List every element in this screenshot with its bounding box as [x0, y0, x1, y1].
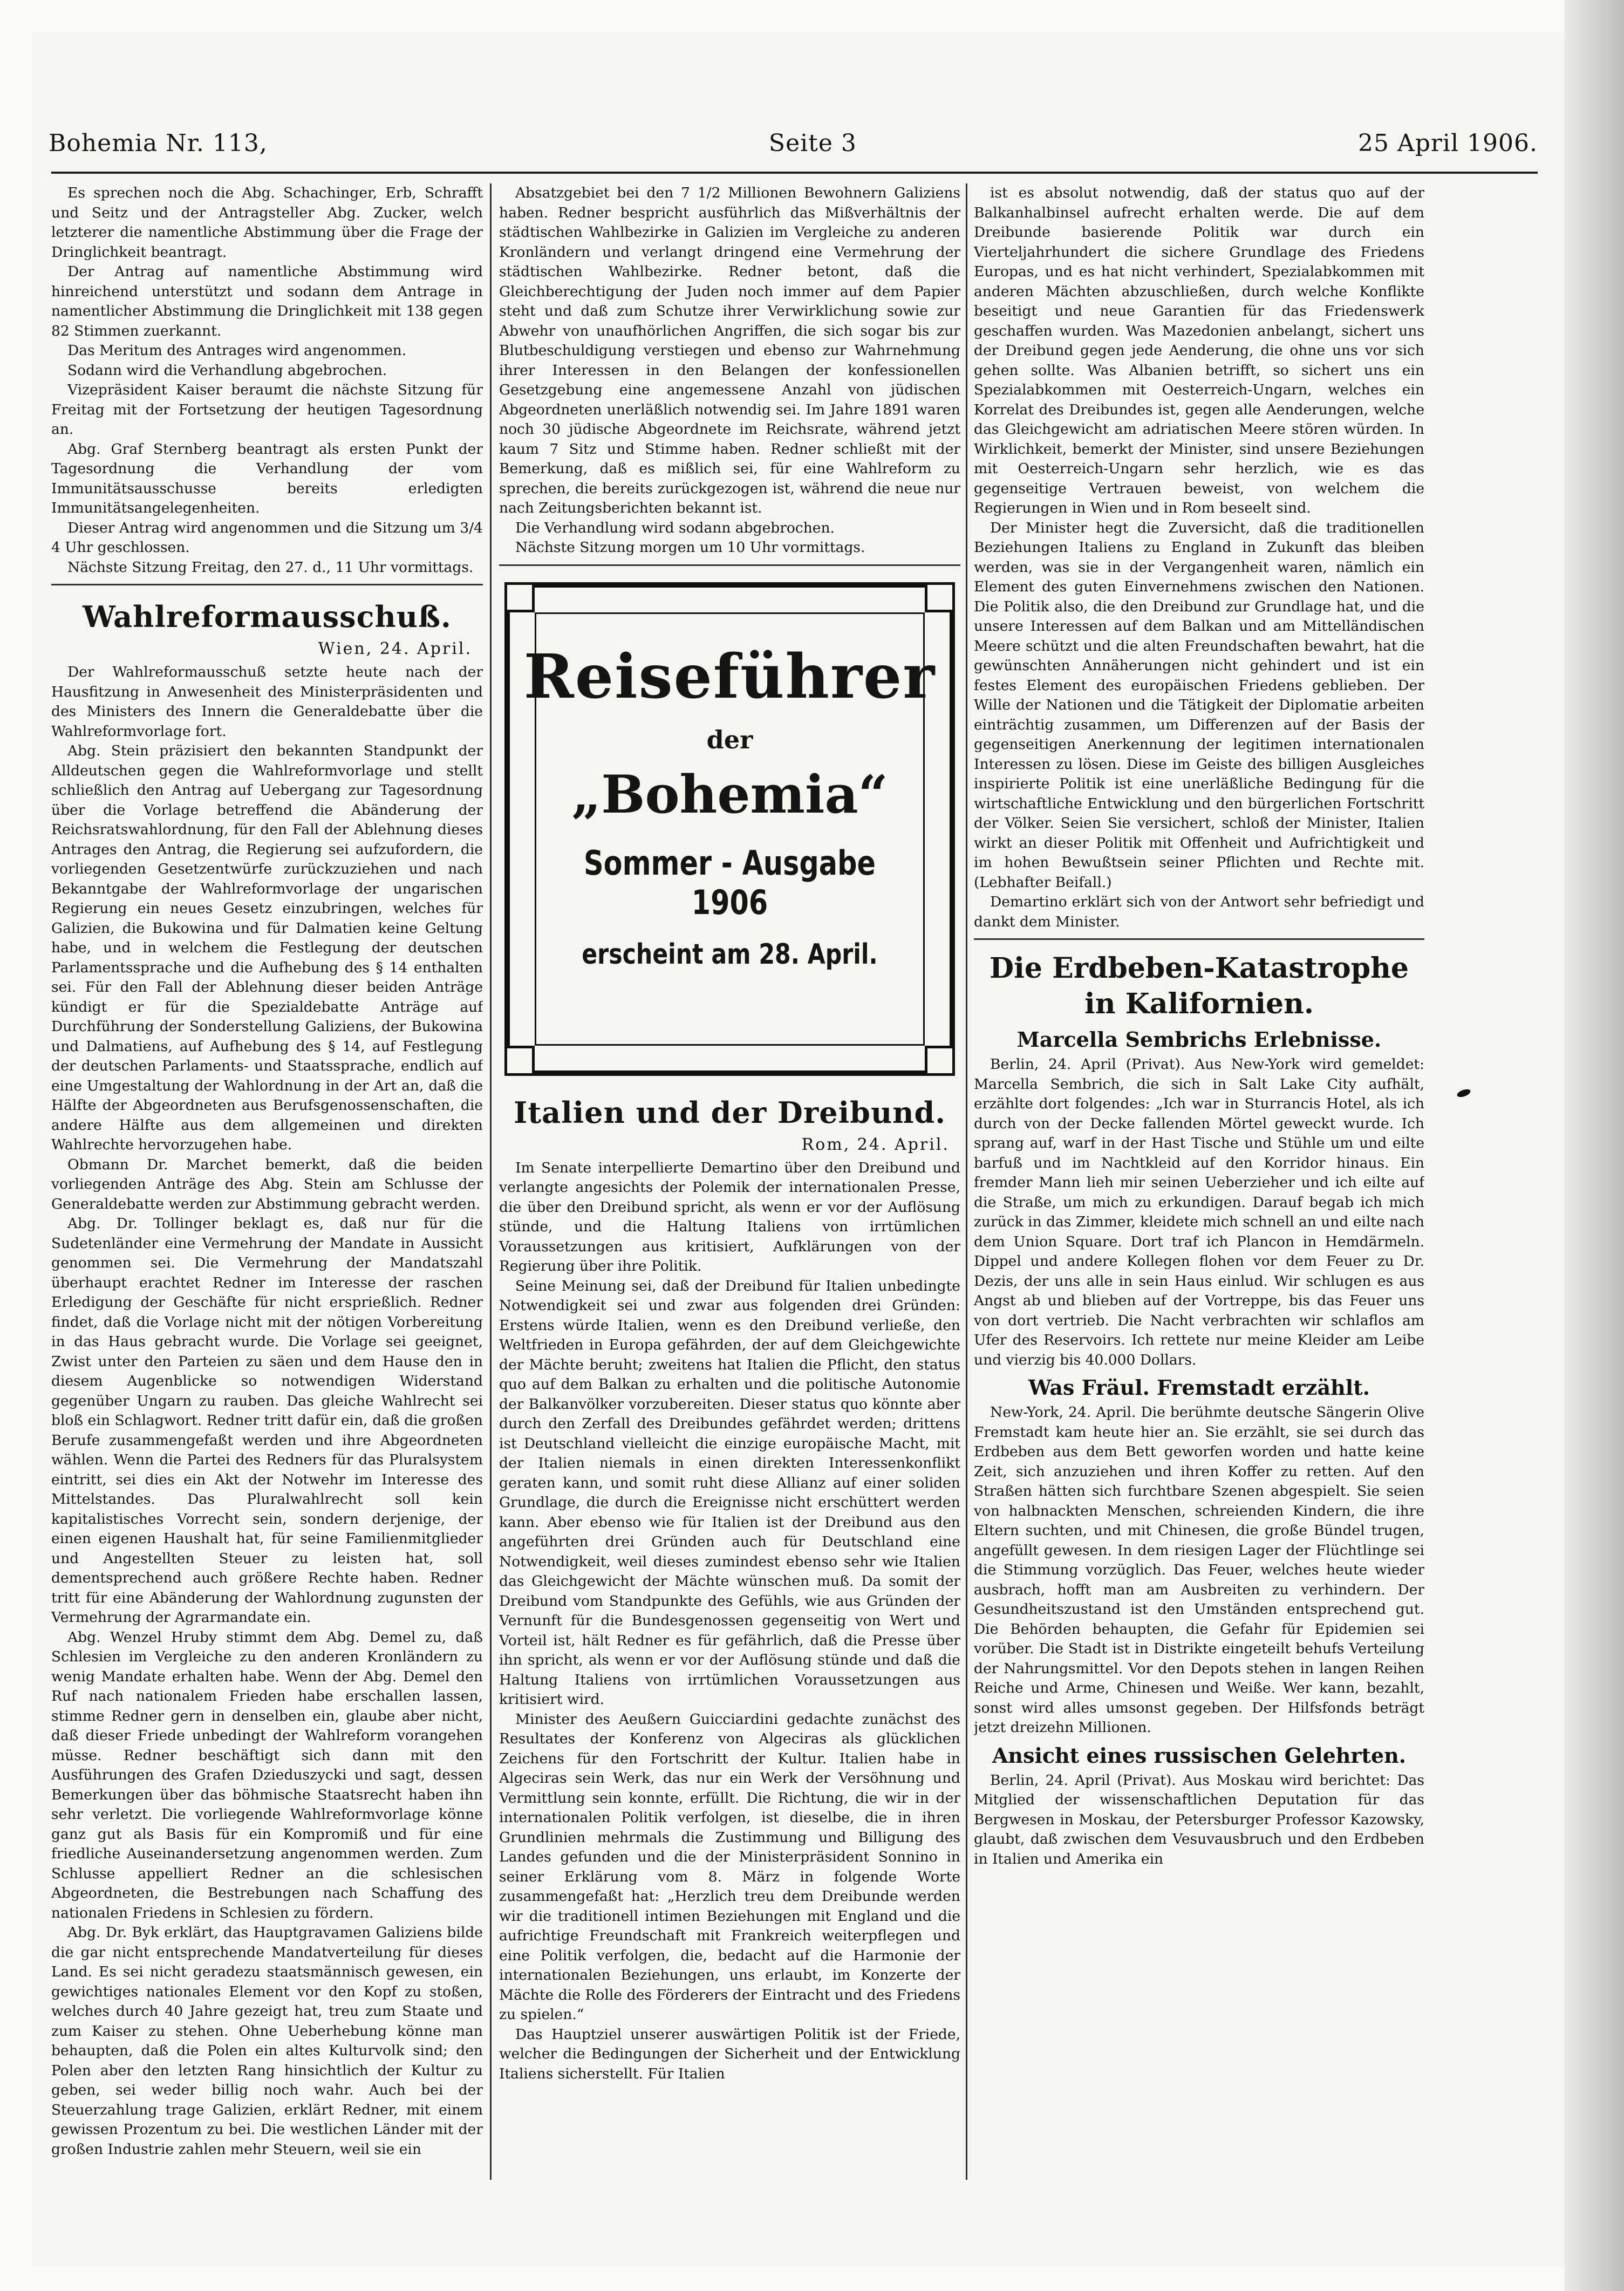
paragraph: New-York, 24. April. Die berühmte deutsche Sängerin Olive Fremstadt kam heute hier an. Sie erzählt, sie sei durch das Erdbeben aus dem Bett geworfen worden und hatte keine Zeit, sich anzuziehen und ihren Koffer zu retten. Auf den Straßen hätten sich furchtbare Szenen abgespielt. Sie seien von halbnackten Menschen, schreienden Kindern, die ihre Eltern suchten, und mit Chinesen, die große Bündel trugen, angefüllt gewesen. In dem riesigen Lager der Flüchtlinge sei die Stimmung vorzüglich. Das Feuer, welches heute wieder ausbrach, hofft man am Ausbreiten zu verhindern. Der Gesundheitszustand ist den Umständen entsprechend gut. Die Behörden behaupten, die Gefahr für Epidemien sei vorüber. Die Stadt ist in Distrikte eingeteilt behufs Verteilung der Nahrungsmittel. Vor den Depots stehen in langen Reihen Reiche und Arme, Chinesen und Weiße. Wer kann, bezahlt, sonst wird alles umsonst gegeben. Der Hilfsfonds beträgt jetzt dreizehn Millionen.	[974, 1404, 1424, 1736]
masthead-issue: Bohemia Nr. 113,	[49, 129, 268, 157]
paragraph: Berlin, 24. April (Privat). Aus New-York wird gemeldet: Marcella Sembrich, die sich in Salt Lake City aufhält, erzählte dort folgendes: „Ich war in Sturrancis Hotel, als ich durch von der Decke fallenden Mörtel geweckt wurde. Ich sprang auf, warf in der Hast Tische und Stühle um und eilte barfuß und im Nachtkleid auf den Korridor hinaus. Ein fremder Mann lieh mir seinen Ueberzieher und ich eilte auf die Straße, um mich zu erkundigen. Darauf begab ich mich zurück in das Zimmer, kleidete mich schnell an und eilte nach dem Union Square. Dort traf ich Plancon in Hemdärmeln. Dippel und andere Kollegen flohen vor dem Feuer zu Dr. Dezis, der uns alle in sein Haus einlud. Wir schlugen es aus Angst ab und blieben auf der Vortreppe, bis das Feuer uns von dort vertrieb. Die Nacht verbrachten wir schlaflos am Ufer des Reservoirs. Ich rettete nur meine Kleider am Leibe und vierzig bis 40.000 Dollars.	[974, 1056, 1424, 1368]
paragraph: Minister des Aeußern Guicciardini gedachte zunächst des Resultates der Konferenz von Algeciras als glücklichen Zeichens für den Fortschritt der Kultur. Italien habe in Algeciras sein Werk, das nur ein Werk der Versöhnung und Vermittlung sein konnte, erfüllt. Die Richtung, die wir in der internationalen Politik verfolgen, ist dieselbe, die in ihren Grundlinien mehrmals die Zustimmung und Billigung des Landes gefunden und die der Ministerpräsident Sonnino in seiner Erklärung vom 8. März in folgende Worte zusammengefaßt hat: „Herzlich treu dem Dreibunde werden wir die traditionell intimen Beziehungen mit England und die aufrichtige Freundschaft mit Frankreich weiterpflegen und eine Politik verfolgen, die, bedacht auf die Harmonie der internationalen Beziehungen, uns erlaubt, im Konzerte der Mächte die Rolle des Förderers der Eintracht und des Friedens zu spielen.“	[499, 1710, 960, 2023]
section-rule	[499, 564, 960, 566]
advertisement-box	[499, 577, 960, 1081]
paragraph: Abg. Wenzel Hruby stimmt dem Abg. Demel zu, daß Schlesien im Vergleiche zu den anderen Kronländern zu wenig Mandate erhalten habe. Wenn der Abg. Demel den Ruf nach nationalem Frieden habe erschallen lassen, stimme Redner gern in denselben ein, glaube aber nicht, daß dieser Friede unbedingt der Wahlreform vorangehen müsse. Redner beschäftigt sich dann mit den Ausführungen des Grafen Dzieduszycki und sagt, dessen Bemerkungen über das böhmische Staatsrecht haben ihn sehr verletzt. Die vorliegende Wahlreformvorlage könne ganz gut als Basis für ein Kompromiß und für eine friedliche Auseinandersetzung angenommen werden. Zum Schlusse appelliert Redner an die schlesischen Abgeordneten, die Bestrebungen nach Schaffung des nationalen Friedens in Schlesien zu fördern.	[51, 1628, 483, 1921]
paragraph: Der Antrag auf namentliche Abstimmung wird hinreichend unterstützt und sodann dem Antrage in namentlicher Abstimmung die Dringlichkeit mit 138 gegen 82 Stimmen zuerkannt.	[51, 263, 483, 339]
paragraph: Die Verhandlung wird sodann abgebrochen.	[515, 519, 835, 536]
paragraph: Abg. Dr. Byk erklärt, das Hauptgravamen Galiziens bilde die gar nicht entsprechende Mandatverteilung für dieses Land. Es sei nicht geradezu staatsmännisch gewesen, ein gewichtiges nationales Element vor den Kopf zu stoßen, welches durch 40 Jahre gezeigt hat, treu zum Staate und zum Kaiser zu stehen. Ohne Ueberhebung könne man behaupten, daß die Polen ein altes Kulturvolk sind; den Polen aber den letzten Rang hinsichtlich der Kultur zu geben, sei weder billig noch wahr. Auch bei der Steuerzahlung trage Galizien, erklärt Redner, mit einem gewissen Prozentum zu bei. Die westlichen Länder mit der großen Industrie zahlen mehr Steuern, weil sie ein	[51, 1924, 483, 2158]
ad-bohemia: „Bohemia“	[571, 763, 888, 825]
article-subheadline: Ansicht eines russischen Gelehrten.	[992, 1743, 1407, 1768]
paragraph: Abg. Graf Sternberg beantragt als ersten Punkt der Tagesordnung die Verhandlung der vom Immunitätsausschusse bereits erledigten Immunitätsangelegenheiten.	[51, 440, 483, 516]
col1-top-article	[51, 183, 483, 577]
section-rule	[974, 938, 1424, 940]
column-rule-1	[490, 183, 492, 2180]
paragraph: Absatzgebiet bei den 7 1/2 Millionen Bewohnern Galiziens haben. Redner bespricht ausführlich das Mißverhältnis der städtischen Wahlbezirke in Galizien im Vergleiche zu anderen Kronländern und verlangt dringend eine Vermehrung der städtischen Wahlbezirke. Redner betont, daß die Gleichberechtigung der Juden noch immer auf dem Papier steht und daß zum Schutze ihrer Verwirklichung sowie zur Abwehr von unaufhörlichen Angriffen, die sich sogar bis zur Blutbeschuldigung verstiegen und ebenso zur Wahrnehmung ihrer Interessen in den Belangen der konfessionellen Gesetzgebung eine angemessene Anzahl von jüdischen Abgeordneten unerläßlich notwendig sei. Im Jahre 1891 waren noch 30 jüdische Abgeordnete im Reichsrate, während jetzt kaum 7 Sitz und Stimme haben. Redner schließt mit der Bemerkung, daß es mißlich sei, für eine Wahlreform zu sprechen, die bereits zurückgezogen ist, während die neue nur nach Zeitungsberichten bekannt ist.	[499, 185, 960, 516]
col3-top-article	[974, 183, 1424, 932]
paragraph: Im Senate interpellierte Demartino über den Dreibund und verlangte angesichts der Polemik der internationalen Presse, die über den Dreibund spricht, als wenn er vor der Auflösung stünde, und die Haltung Italiens von irrtümlichen Voraussetzungen aus kritisiert, Aufklärungen von der Regierung über ihre Politik.	[499, 1159, 960, 1274]
paragraph: Das Meritum des Antrages wird angenommen.	[67, 342, 407, 359]
ad-corner-ornament	[504, 582, 535, 612]
paragraph: Das Hauptziel unserer auswärtigen Politik ist der Friede, welcher die Bedingungen der Sicherheit und der Entwicklung Italiens sicherstellt. Für Italien	[499, 2026, 960, 2082]
ad-corner-ornament	[504, 1046, 535, 1076]
column-3	[974, 183, 1424, 2212]
paragraph: Sodann wird die Verhandlung abgebrochen.	[67, 362, 387, 379]
page-number: Seite 3	[768, 129, 857, 157]
article-headline: Die Erdbeben-Katastrophe in Kalifornien.	[990, 952, 1409, 1020]
paragraph: Der Wahlreformausschuß setzte heute nach der Hausfitzung in Anwesenheit des Ministerpräsidenten und des Ministers des Innern die Generaldebatte über die Wahlreformvorlage fort.	[51, 664, 483, 740]
ad-date: erscheint am 28. April.	[582, 938, 878, 971]
paragraph: Nächste Sitzung morgen um 10 Uhr vormittags.	[515, 539, 865, 556]
paragraph: Obmann Dr. Marchet bemerkt, daß die beiden vorliegenden Anträge des Abg. Stein am Schlusse der Generaldebatte werden zur Abstimmung gebracht werden.	[51, 1156, 483, 1212]
paragraph: ist es absolut notwendig, daß der status quo auf der Balkanhalbinsel aufrecht erhalten werde. Die auf dem Dreibunde basierende Politik war durch ein Vierteljahrhundert die sichere Grundlage des Friedens Europas, und es hat nicht verhindert, Spezialabkommen mit anderen Mächten abzuschließen, durch welche Konflikte beseitigt und neue Garantien für das Friedenswerk geschaffen wurden. Was Mazedonien anbelangt, sichert uns der Dreibund gegen jede Aenderung, die ohne uns vor sich gehen sollte. Was Albanien betrifft, so sichert uns ein Spezialabkommen mit Oesterreich-Ungarn, welches ein Korrelat des Dreibundes ist, gegen alle Aenderungen, welche das Gleichgewicht am adriatischen Meere stören würden. In Wirklichkeit, bemerkt der Minister, sind unsere Beziehungen mit Oesterreich-Ungarn sehr herzlich, wie es das gegenseitige Vertrauen beweist, von welchem die Regierungen in Wien und in Rom beseelt sind.	[974, 185, 1424, 516]
ad-corner-ornament	[925, 582, 955, 612]
ad-edition: Sommer - Ausgabe 1906	[584, 843, 876, 922]
paragraph: Es sprechen noch die Abg. Schachinger, Erb, Schrafft und Seitz und der Antragsteller Abg. Zucker, welch letzterer die namentliche Abstimmung über die Frage der Dringlichkeit beantragt.	[51, 185, 483, 261]
ad-der: der	[706, 725, 753, 754]
column-2	[499, 183, 960, 2212]
paragraph: Dieser Antrag wird angenommen und die Sitzung um 3/4 4 Uhr geschlossen.	[51, 519, 483, 556]
column-1	[51, 183, 483, 2212]
section-rule	[51, 584, 483, 585]
paragraph: Vizepräsident Kaiser beraumt die nächste Sitzung für Freitag mit der Fortsetzung der heutigen Tagesordnung an.	[51, 381, 483, 438]
article-dateline: Rom, 24. April.	[801, 1135, 950, 1154]
paragraph: Demartino erklärt sich von der Antwort sehr befriedigt und dankt dem Minister.	[974, 894, 1424, 930]
paragraph: Der Minister hegt die Zuversicht, daß die traditionellen Beziehungen Italiens zu England in Zukunft das bleiben werden, was sie in der Vergangenheit waren, nämlich ein Element des guten Einvernehmens zwischen den Nationen. Die Politik also, die den Dreibund zur Grundlage hat, und die unsere Interessen auf dem Balkan und am Mittelländischen Meere schützt und die alten Freundschaften bewahrt, hat die gewünschten Annäherungen nicht gehindert und ist ein festes Element des europäischen Friedens geblieben. Der Wille der Nationen und die Tätigkeit der Diplomatie arbeiten einträchtig zusammen, um Differenzen auf der Basis der gegenseitigen Anerkennung der legitimen internationalen Interessen zu lösen. Diese im Geiste des billigen Ausgleiches inspirierte Politik ist eine unerläßliche Bedingung für die wirtschaftliche Entwicklung und den bürgerlichen Fortschritt der Völker. Seien Sie versichert, schloß der Minister, Italien wirkt an dieser Politik mit Offenheit und Aufrichtigkeit und im hohen Bewußtsein seiner Pflichten und Rechte mit. (Lebhafter Beifall.)	[974, 519, 1424, 891]
ad-corner-ornament	[925, 1046, 955, 1076]
article-subheadline: Was Fräul. Fremstadt erzählt.	[1028, 1375, 1370, 1400]
col2-section-body	[499, 1158, 960, 2084]
issue-date: 25 April 1906.	[1357, 129, 1538, 157]
header-rule	[51, 172, 1538, 174]
paragraph: Abg. Stein präzisiert den bekannten Standpunkt der Alldeutschen gegen die Wahlreformvorlage und stellt schließlich den Antrag auf Uebergang zur Tagesordnung über die Vorlage betreffend die Abänderung der Reichsratswahlordnung, für den Fall der Ablehnung dieses Antrages den Antrag, die Regierung sei aufzufordern, die vorliegenden Gesetzentwürfe zurückzuziehen und nach Bekanntgabe der Wahlreformvorlage der ungarischen Regierung ein neues Gesetz einzubringen, welches für Galizien, die Bukowina und für Dalmatien keine Geltung habe, und in welchem die Festlegung der deutschen Parlamentssprache und die Aufhebung des § 14 enthalten sei. Für den Fall der Ablehnung dieser beiden Anträge kündigt er für die Spezialdebatte Anträge auf Durchführung der Sonderstellung Galiziens, der Bukowina und Dalmatiens, auf Aufhebung des § 14, auf Festlegung der deutschen Parlaments- und Staatssprache, endlich auf eine Umgestaltung der Wahlordnung in der Art an, daß die Hälfte der Abgeordneten aus Berufsgenossenschaften, die andere Hälfte aus dem allgemeinen und direkten Wahlrechte hervorzugehen habe.	[51, 742, 483, 1153]
paragraph: Berlin, 24. April (Privat). Aus Moskau wird berichtet: Das Mitglied der wissenschaftlichen Deputation für das Bergwesen in Moskau, der Petersburger Professor Kazowsky, glaubt, daß zwischen dem Vesuvausbruch und den Erdbeben in Italien und Amerika ein	[974, 1771, 1424, 1867]
column-rule-2	[966, 183, 967, 2180]
col1-section-body	[51, 663, 483, 2159]
ad-title: Reiseführer	[523, 641, 936, 712]
col2-top-article	[499, 183, 960, 558]
article-dateline: Wien, 24. April.	[318, 639, 472, 658]
article-headline: Italien und der Dreibund.	[513, 1095, 946, 1130]
paragraph: Abg. Dr. Tollinger beklagt es, daß nur für die Sudetenländer eine Vermehrung der Mandate in Aussicht genommen sei. Die Vermehrung der Mandatszahl überhaupt erachtet Redner im Interesse der raschen Erledigung der Geschäfte für nicht ersprießlich. Redner findet, daß die Vorlage nicht mit der nötigen Vorbereitung in das Haus gebracht wurde. Die Vorlage sei geeignet, Zwist unter den Parteien zu säen und dem Hause den in diesem Augenblicke so notwendigen Widerstand gegenüber Ungarn zu rauben. Das gleiche Wahlrecht sei bloß ein Schlagwort. Redner tritt dafür ein, daß die großen Berufe zusammengefaßt werden und ihre Abgeordneten wählen. Wenn die Partei des Redners für das Pluralsystem eintritt, sei dies ein Akt der Notwehr im Interesse des Mittelstandes. Das Pluralwahlrecht soll kein kapitalistisches Vorrecht sein, sondern derjenige, der einen eigenen Haushalt hat, für seine Familienmitglieder und Angestellten Steuer zu leisten hat, soll dementsprechend auch größere Rechte haben. Redner tritt für eine Abänderung der Wahlordnung zugunsten der Vermehrung der Agrarmandate ein.	[51, 1215, 483, 1626]
paragraph: Seine Meinung sei, daß der Dreibund für Italien unbedingte Notwendigkeit sei und zwar aus folgenden drei Gründen: Erstens würde Italien, wenn es den Dreibund verließe, den Weltfrieden in Europa gefährden, der auf dem Gleichgewichte der Mächte beruht; zweitens hat Italien die Pflicht, den status quo auf dem Balkan zu erhalten und die politische Autonomie der Balkanvölker vorzubereiten. Dieser status quo könnte aber durch den Zerfall des Dreibundes gefährdet werden; drittens ist Deutschland vielleicht die einzige europäische Macht, mit der Italien niemals in einen direkten Interessenkonflikt geraten kann, und somit ruht diese Allianz auf einer soliden Grundlage, die durch die Ereignisse nicht erschüttert werden kann. Aber ebenso wie für Italien ist der Dreibund aus den angeführten drei Gründen auch für Deutschland eine Notwendigkeit, weil dieses zumindest ebenso sehr wie Italien das Gleichgewicht der Mächte wünschen muß. Da somit der Dreibund vom Standpunkte des Gefühls, wie aus Gründen der Vernunft für die Bundesgenossen gegenseitig von Wert und Vorteil ist, hält Redner es für gefährlich, daß die Presse über ihn spricht, als wenn er vor der Auflösung stünde und daß die Haltung Italiens von irrtümlichen Voraussetzungen aus kritisiert wird.	[499, 1277, 960, 1708]
ad-content	[510, 642, 950, 971]
article-headline: Wahlreformausschuß.	[83, 599, 452, 634]
article-subheadline: Marcella Sembrichs Erlebnisse.	[1016, 1027, 1382, 1052]
ad-outer-frame	[504, 582, 955, 1076]
paragraph: Nächste Sitzung Freitag, den 27. d., 11 Uhr vormittags.	[67, 558, 474, 576]
page-header	[49, 119, 1538, 167]
page-fold-shadow	[1565, 0, 1624, 2291]
